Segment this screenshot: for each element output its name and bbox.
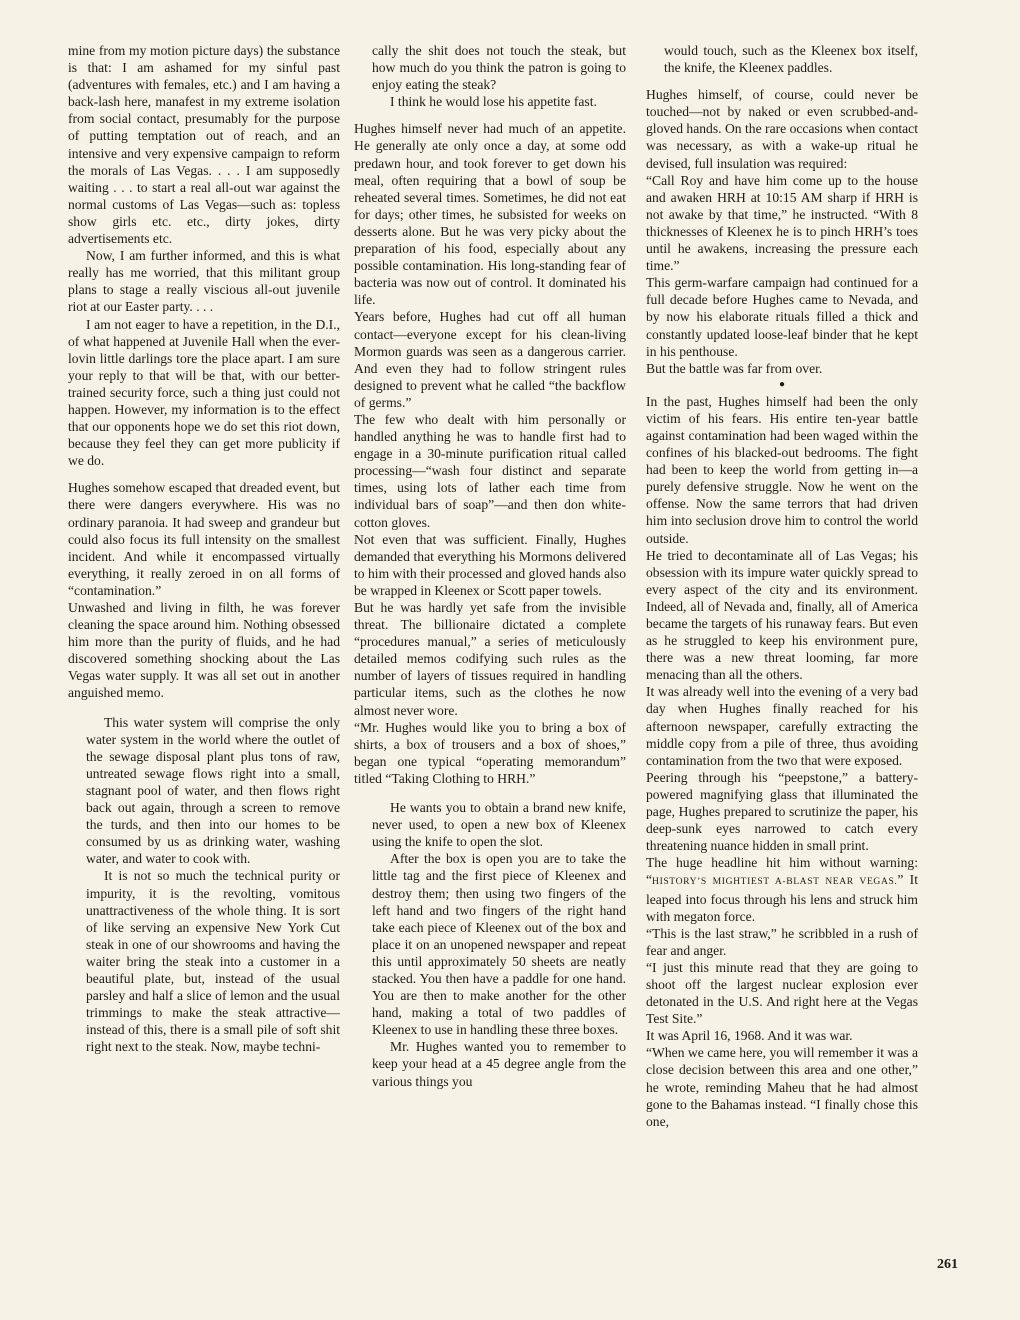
body-paragraph: Years before, Hughes had cut off all human contact—everyone except for his clean-living Mormon guards was seen as a dangerous carrier. And even they had to follow stringent rules designed to prevent what he called “the backflow of germs.” (354, 309, 626, 410)
body-paragraph: Peering through his “peepstone,” a battery-powered magnifying glass that illuminated the page, Hughes prepared to scrutinize the paper, his deep-sunk eyes narrowed to catch every threatening nuance hidden in small print. (646, 769, 918, 854)
body-paragraph: The few who dealt with him personally or handled anything he was to handle first had to engage in a 30-minute purification ritual called processing—“wash four distinct and separate times, using lots of lather each time from individual bars of soap”—and then don white-cotton gloves. (354, 411, 626, 530)
column-3 (646, 42, 918, 1130)
body-paragraph-headline (646, 854, 918, 924)
memo-paragraph: This water system will comprise the only water system in the world where the outlet of the sewage disposal plant plus tons of raw, untreated sewage flows right into a small, stagnant pool of water, and then flows right back out again, through a screen to remove the turds, and then into our homes to be consumed by us as drinking water, washing water, and water to cook with. (86, 714, 340, 867)
memo-paragraph: would touch, such as the Kleenex box itself, the knife, the Kleenex paddles. (664, 43, 918, 76)
body-paragraph: In the past, Hughes himself had been the only victim of his fears. His entire ten-year battle against contamination had been waged within the confines of his blacked-out bedrooms. The fight had been to keep the world from getting in—a purely defensive struggle. Now he went on the offense. Now the same terrors that had driven him into seclusion drove him to control the world outside. (646, 393, 918, 546)
body-paragraph: This germ-warfare campaign had continued for a full decade before Hughes came to Nevada, and by now his elaborate rituals filled a thick and constantly updated loose-leaf binder that he kept in his penthouse. (646, 275, 918, 359)
body-paragraph: But the battle was far from over. (646, 360, 823, 376)
memo-quote-kleenex (354, 799, 626, 1090)
body-paragraph: “Mr. Hughes would like you to bring a box of shirts, a box of trousers and a box of shoes,” began one typical “operating memorandum” titled “Taking Clothing to HRH.” (354, 719, 626, 786)
text-run: The huge headline hit him without warning: “ (646, 855, 918, 888)
body-paragraph: It was already well into the evening of a very bad day when Hughes finally reached for his afternoon newspaper, carefully extracting the middle copy from a pile of three, thus avoiding contamination from the two that were exposed. (646, 684, 918, 768)
page-number: 261 (937, 1257, 958, 1272)
memo-paragraph: He wants you to obtain a brand new knife, never used, to open a new box of Kleenex using the knife to open the slot. (372, 800, 626, 850)
body-paragraph: But he was hardly yet safe from the invisible threat. The billionaire dictated a complete “procedures manual,” a series of meticulously detailed memos codifying such rules as the number of layers of tissues required in handling particular items, such as the clothes he now almost never wore. (354, 600, 626, 718)
body-paragraph: He tried to decontaminate all of Las Vegas; his obsession with its impure water quickly spread to every aspect of the city and its environment. Indeed, all of Nevada and, finally, all of America became the targets of his runaway fears. But even as he struggled to keep his environment pure, there was a new threat looming, far more menacing than all the others. (646, 547, 918, 683)
body-paragraph: “I just this minute read that they are going to shoot off the largest nuclear explosion ever detonated in the U.S. And right here at the Vegas Test Site.” (646, 959, 918, 1027)
text-run: ” It leaped into focus through his lens and struck him with megaton force. (646, 872, 918, 924)
body-paragraph: Hughes himself never had much of an appetite. He generally ate only once a day, at some odd predawn hour, and took forever to get down his meal, often requiring that a bowl of soup be reheated several times. Sometimes, he did not eat for days; other times, he subsisted for weeks on desserts alone. But he was very picky about the preparation of his food, especially about any possible contamination. His long-standing fear of bacteria was now out of control. It dominated his life. (354, 121, 626, 308)
body-paragraph: Hughes himself, of course, could never be touched—not by naked or even scrubbed-and-gloved hands. On the rare occasions when contact was necessary, as with a wake-up ritual he devised, full insulation was required: (646, 87, 918, 171)
body-paragraph: “When we came here, you will remember it was a close decision between this area and one other,” he wrote, reminding Maheu that he had almost gone to the Bahamas instead. “I finally chose this one, (646, 1045, 918, 1129)
memo-paragraph: I am not eager to have a repetition, in the D.I., of what happened at Juvenile Hall when the ever-lovin little darlings tore the place apart. I am sure your reply to that will be that, with our better-trained security force, such a thing just could not happen. However, my information is to the effect that our opponents hope we do set this riot down, because they feel they can get more publicity if we do. (68, 316, 340, 469)
body-paragraph: Hughes somehow escaped that dreaded event, but there were dangers everywhere. His was no ordinary paranoia. It had sweep and grandeur but could also focus its full intensity on the smallest incident. And while it encompassed virtually everything, it really zeroed in on all forms of “contamination.” (68, 480, 340, 598)
memo-paragraph: Now, I am further informed, and this is what really has me worried, that this militant group plans to stage a really viscious all-out juvenile riot at our Easter party. . . . (68, 248, 340, 315)
column-2 (354, 42, 626, 1090)
body-paragraph: “This is the last straw,” he scribbled in a rush of fear and anger. (646, 925, 918, 958)
body-paragraph: “Call Roy and have him come up to the house and awaken HRH at 10:15 AM sharp if HRH is not awake by that time,” he instructed. “With 8 thicknesses of Kleenex he is to pinch HRH’s toes until he awakens, increasing the pressure each time.” (646, 172, 918, 274)
memo-quote-morals (68, 42, 340, 469)
section-divider-dot: ● (778, 378, 786, 390)
memo-quote-continued (646, 42, 918, 76)
body-paragraph: It was April 16, 1968. And it was war. (646, 1028, 853, 1044)
memo-paragraph: It is not so much the technical purity or impurity, it is the revolting, vomitous unattractiveness of the whole thing. It is sort of like serving an expensive New York Cut steak in one of our showrooms and having the waiter bring the steak into a customer in a beautiful plate, but, instead of the usual parsley and half a slice of lemon and the usual trimmings to make the steak attractive—instead of this, there is a small pile of soft shit right next to the steak. Now, maybe techni- (86, 868, 340, 1055)
memo-paragraph: I think he would lose his appetite fast. (390, 94, 597, 110)
memo-paragraph: Mr. Hughes wanted you to remember to keep your head at a 45 degree angle from the various things you (372, 1039, 626, 1089)
memo-quote-water (68, 714, 340, 1056)
body-paragraph: Unwashed and living in filth, he was forever cleaning the space around him. Nothing obsessed him more than the purity of fluids, and he had discovered something shocking about the Las Vegas water supply. It was all set out in another anguished memo. (68, 600, 340, 701)
memo-paragraph: mine from my motion picture days) the substance is that: I am ashamed for my sinful past (adventures with females, etc.) and I am having a back-lash here, manafest in my extreme isolation from social contact, presumably for the purpose of putting temptation out of reach, and an intensive and very expensive campaign to reform the morals of Las Vegas. . . . I am supposedly waiting . . . to start a real all-out war against the normal customs of Las Vegas—such as: topless show girls etc. etc., dirty jokes, dirty advertisements etc. (68, 43, 340, 247)
memo-quote-steak (354, 42, 626, 110)
newspaper-headline: HISTORY’S MIGHTIEST A-BLAST NEAR VEGAS. (652, 876, 898, 888)
body-paragraph: Not even that was sufficient. Finally, Hughes demanded that everything his Mormons delivered to him with their processed and gloved hands also be wrapped in Kleenex or Scott paper towels. (354, 531, 626, 598)
memo-paragraph: cally the shit does not touch the steak, but how much do you think the patron is going to enjoy eating the steak? (372, 43, 626, 93)
memo-paragraph: After the box is open you are to take the little tag and the first piece of Kleenex and destroy them; then using two fingers of the left hand and two fingers of the right hand take each piece of Kleenex out of the box and place it on an unopened newspaper and repeat this until approximately 50 sheets are neatly stacked. You then have a paddle for one hand. You are then to make another for the other hand, making a total of two paddles of Kleenex to use in handling these three boxes. (372, 851, 626, 1038)
column-1 (68, 42, 340, 1055)
